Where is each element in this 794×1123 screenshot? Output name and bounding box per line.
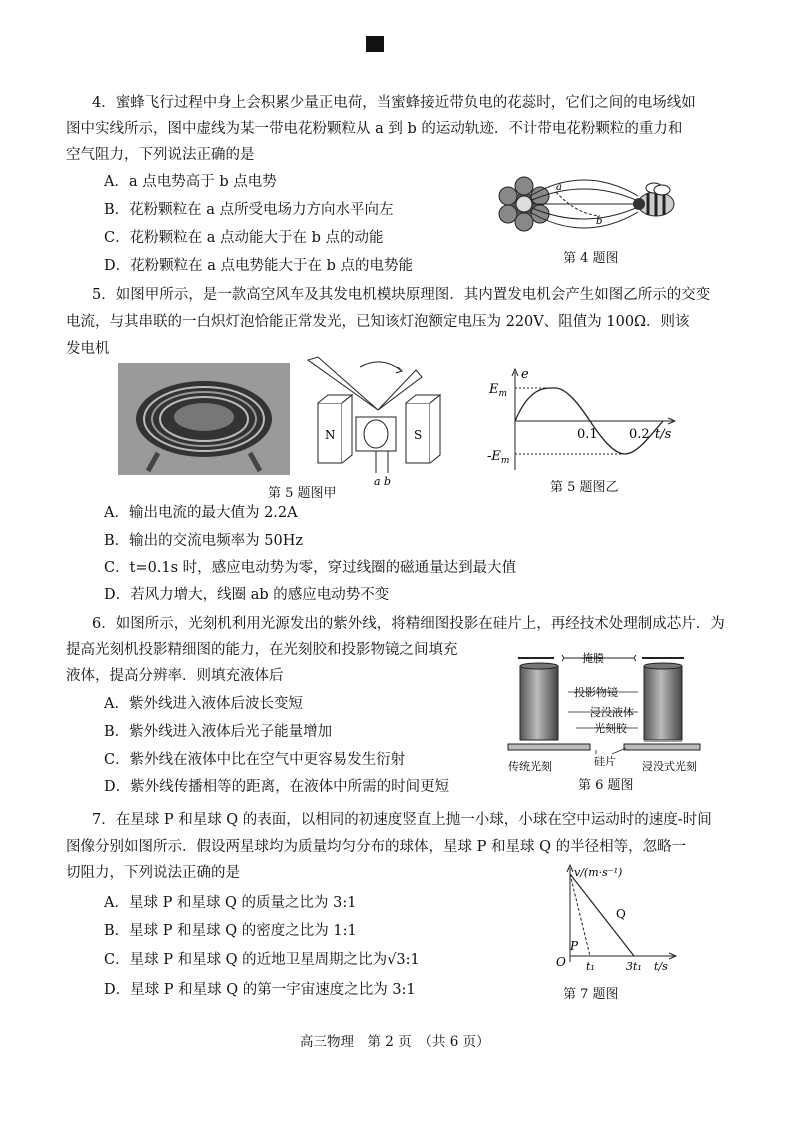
q5-neg-em-label: -E bbox=[487, 449, 501, 464]
q7-option-b: B．星球 P 和星球 Q 的密度之比为 1:1 bbox=[104, 923, 357, 939]
q4-label-a: a bbox=[556, 182, 562, 193]
q6-label-liquid: 浸没液体 bbox=[590, 706, 634, 719]
q7-stem-line-2: 图像分别如图所示．假设两星球均为质量均匀分布的球体，星球 P 和星球 Q 的半径相等，忽略一 bbox=[66, 839, 687, 855]
svg-text:Em bbox=[488, 382, 507, 399]
q5-em-sub: m bbox=[498, 389, 508, 399]
q6-label-right: 浸没式光刻 bbox=[642, 760, 697, 773]
q7-stem-line-3: 切阻力，下列说法正确的是 bbox=[66, 865, 240, 881]
q5-stem-line-3: 发电机 bbox=[66, 341, 110, 357]
q5-coil-photo bbox=[118, 363, 290, 475]
q6-stem-line-1: 6．如图所示，光刻机利用光源发出的紫外线，将精细图投影在硅片上，再经技术处理制成芯片．为 bbox=[92, 616, 725, 632]
q5-emf-graph bbox=[485, 366, 685, 476]
q5-label-n: N bbox=[325, 428, 336, 442]
q5-option-c: C．t=0.1s 时，感应电动势为零，穿过线圈的磁通量达到最大值 bbox=[104, 560, 517, 576]
q7-caption: 第 7 题图 bbox=[563, 987, 619, 1002]
q4-stem-line-1: 4．蜜蜂飞行过程中身上会积累少量正电荷，当蜜蜂接近带负电的花蕊时，它们之间的电场线如 bbox=[92, 95, 696, 111]
q5-option-d: D．若风力增大，线圈 ab 的感应电动势不变 bbox=[104, 587, 390, 603]
q4-option-d: D．花粉颗粒在 a 点电势能大于在 b 点的电势能 bbox=[104, 258, 413, 274]
q6-option-b: B．紫外线进入液体后光子能量增加 bbox=[104, 724, 333, 740]
q5-em-label: E bbox=[489, 382, 499, 397]
q5-axis-t: t/s bbox=[655, 427, 672, 442]
q6-lithography-figure bbox=[504, 650, 704, 776]
q6-option-a: A．紫外线进入液体后波长变短 bbox=[104, 696, 303, 712]
q5-neg-em-sub: m bbox=[500, 456, 510, 466]
q5-stem-line-1: 5．如图甲所示，是一款高空风车及其发电机模块原理图．其内置发电机会产生如图乙所示的交变 bbox=[92, 287, 711, 303]
q5-option-a: A．输出电流的最大值为 2.2A bbox=[104, 505, 298, 521]
q4-caption: 第 4 题图 bbox=[563, 251, 619, 266]
q5-label-ab: a b bbox=[374, 475, 392, 488]
q7-origin: O bbox=[556, 955, 566, 969]
q7-option-c-ratio: √3:1 bbox=[387, 952, 420, 968]
q5-tick-02: 0.2 bbox=[629, 427, 650, 442]
q6-option-d: D．紫外线传播相等的距离，在液体中所需的时间更短 bbox=[104, 779, 450, 795]
q4-option-a: A．a 点电势高于 b 点电势 bbox=[104, 174, 277, 190]
q6-label-left: 传统光刻 bbox=[508, 760, 552, 773]
q6-stem-line-2: 提高光刻机投影精细图的能力，在光刻胶和投影物镜之间填充 bbox=[66, 642, 458, 658]
bee-icon bbox=[633, 183, 674, 216]
q5-label-s: S bbox=[414, 428, 423, 442]
q4-option-b: B．花粉颗粒在 a 点所受电场力方向水平向左 bbox=[104, 202, 394, 218]
q4-stem-line-3: 空气阻力，下列说法正确的是 bbox=[66, 147, 255, 163]
q7-axis-v: v/(m·s⁻¹) bbox=[574, 866, 623, 879]
q7-tick-3t1: 3t₁ bbox=[626, 960, 642, 973]
q7-option-c: C．星球 P 和星球 Q 的近地卫星周期之比为 bbox=[104, 952, 388, 968]
q6-option-c: C．紫外线在液体中比在空气中更容易发生衍射 bbox=[104, 752, 406, 768]
q6-label-resist: 光刻胶 bbox=[594, 722, 627, 735]
q4-option-c: C．花粉颗粒在 a 点动能大于在 b 点的动能 bbox=[104, 230, 384, 246]
q7-stem-line-1: 7．在星球 P 和星球 Q 的表面，以相同的初速度竖直上抛一小球，小球在空中运动时的速度-时间 bbox=[92, 812, 712, 828]
q4-figure bbox=[496, 168, 686, 240]
q6-stem-line-3: 液体，提高分辨率．则填充液体后 bbox=[66, 668, 284, 684]
q7-option-a: A．星球 P 和星球 Q 的质量之比为 3:1 bbox=[104, 895, 357, 911]
q5-tick-01: 0.1 bbox=[577, 427, 598, 442]
q5-caption-a: 第 5 题图甲 bbox=[268, 486, 337, 501]
q5-axis-e: e bbox=[521, 367, 529, 382]
q5-caption-b: 第 5 题图乙 bbox=[550, 480, 619, 495]
q6-label-mask: 掩膜 bbox=[582, 652, 604, 665]
q5-stem-line-2: 电流，与其串联的一白炽灯泡恰能正常发光，已知该灯泡额定电压为 220V、阻值为 100Ω．则该 bbox=[66, 314, 690, 330]
q7-axis-t: t/s bbox=[654, 960, 668, 973]
q7-velocity-graph bbox=[548, 862, 688, 974]
q6-label-wafer: 硅片 bbox=[594, 755, 616, 768]
q6-caption: 第 6 题图 bbox=[578, 778, 634, 793]
q5-generator-diagram bbox=[298, 355, 448, 490]
q7-option-d: D．星球 P 和星球 Q 的第一宇宙速度之比为 3:1 bbox=[104, 982, 416, 998]
page-marker bbox=[366, 36, 384, 52]
page-footer: 高三物理 第 2 页 （共 6 页） bbox=[300, 1034, 490, 1050]
svg-text:-Em bbox=[487, 449, 509, 466]
q4-stem-line-2: 图中实线所示，图中虚线为某一带电花粉颗粒从 a 到 b 的运动轨迹．不计带电花粉颗粒的重力和 bbox=[66, 121, 683, 137]
q5-option-b: B．输出的交流电频率为 50Hz bbox=[104, 533, 303, 549]
q7-label-p: P bbox=[570, 939, 579, 953]
q6-label-lens: 投影物镜 bbox=[574, 686, 618, 699]
q7-label-q: Q bbox=[616, 907, 626, 921]
q7-tick-t1: t₁ bbox=[586, 960, 595, 973]
q4-label-b: b bbox=[596, 216, 603, 227]
